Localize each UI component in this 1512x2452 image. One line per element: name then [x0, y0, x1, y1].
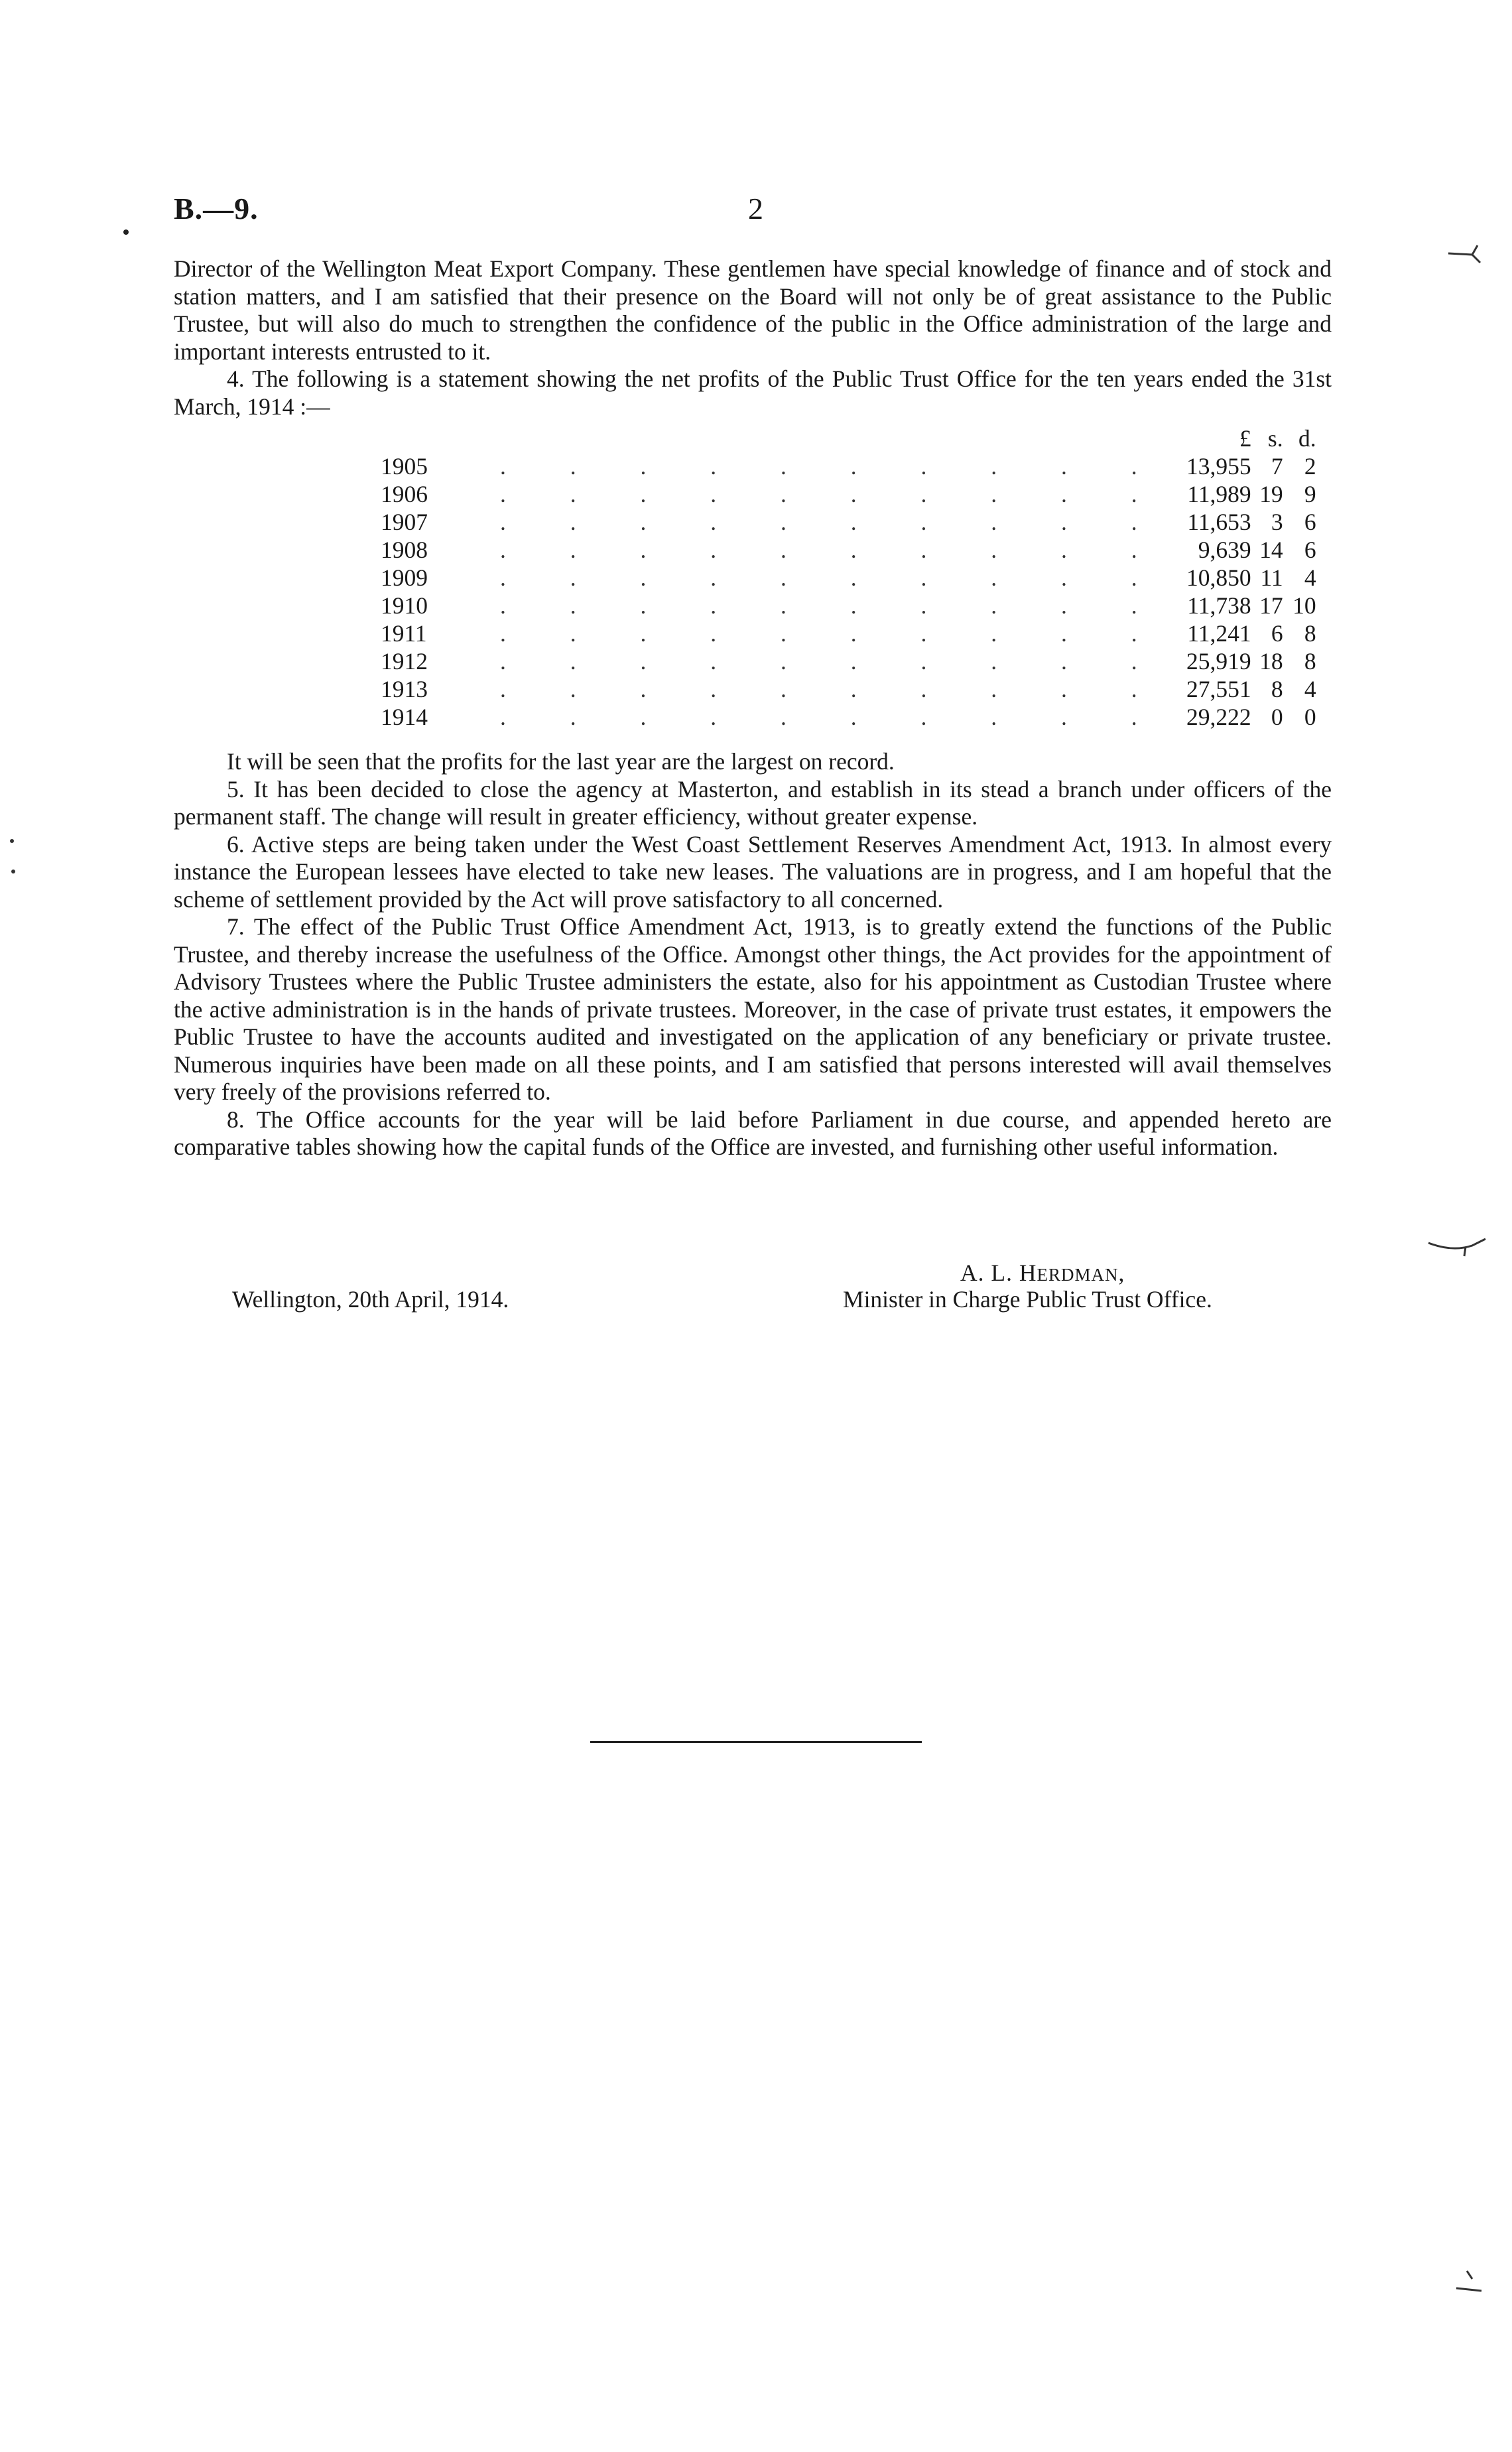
- year-cell: 1907: [381, 509, 428, 535]
- scan-mark-right-1: [1446, 239, 1485, 279]
- net-profits-table: [381, 424, 1316, 731]
- table-row: [381, 452, 1316, 480]
- place-and-date: Wellington, 20th April, 1914.: [232, 1286, 509, 1313]
- column-pence: d.: [1298, 425, 1316, 452]
- year-cell: 1914: [381, 704, 428, 730]
- leader-dots: . . . . . . . . . .: [500, 537, 1166, 563]
- column-pounds: £: [1239, 425, 1251, 452]
- leader-dots: . . . . . . . . . .: [500, 592, 1166, 619]
- pounds-cell: 11,241: [1187, 620, 1251, 647]
- scan-mark-right-2: [1426, 1234, 1492, 1260]
- pence-cell: 8: [1304, 620, 1316, 647]
- year-cell: 1906: [381, 481, 428, 507]
- document-reference: B.—9.: [174, 192, 259, 226]
- shillings-cell: 6: [1271, 620, 1283, 647]
- pence-cell: 0: [1304, 704, 1316, 730]
- leader-dots: . . . . . . . . . .: [500, 509, 1166, 535]
- shillings-cell: 17: [1259, 592, 1283, 619]
- pounds-cell: 13,955: [1186, 453, 1251, 480]
- pounds-cell: 29,222: [1186, 704, 1251, 730]
- pounds-cell: 9,639: [1198, 537, 1251, 563]
- pounds-cell: 27,551: [1186, 676, 1251, 702]
- shillings-cell: 3: [1271, 509, 1283, 535]
- table-row: [381, 592, 1316, 619]
- shillings-cell: 7: [1271, 453, 1283, 480]
- table-row: [381, 508, 1316, 536]
- signature-name: A. L. HERDMAN,: [960, 1259, 1125, 1286]
- body-text-bottom: [174, 748, 1332, 1161]
- paragraph-7: 7. The effect of the Public Trust Office Amendment Act, 1913, is to greatly extend the functions of the Public Trustee, and thereby increase the usefulness of the Office. Amongst other things, the Act provides for the appointment of Advisory Trustees where the Public Trustee administers the estate, also for his appointment as Custodian Trustee where the active administration is in the hands of private trustees. Moreover, in the case of private trust estates, it empowers the Public Trustee to have the accounts audited and investigated on the application of any beneficiary or private trustee. Numerous inquiries have been made on all these points, and I am satisfied that persons interested will avail themselves very freely of the provisions referred to.: [174, 913, 1332, 1105]
- paragraph-continued: Director of the Wellington Meat Export Company. These gentlemen have special knowledge of finance and of stock and station matters, and I am satisfied that their presence on the Board will not only be of great assistance to the Public Trustee, but will also do much to strengthen the confidence of the public in the Office administration of the large and important interests entrusted to it.: [174, 255, 1332, 365]
- shillings-cell: 18: [1259, 648, 1283, 675]
- pence-cell: 4: [1304, 676, 1316, 702]
- pence-cell: 2: [1304, 453, 1316, 480]
- pence-cell: 4: [1304, 564, 1316, 591]
- page-number: 2: [748, 192, 763, 226]
- table-row: [381, 564, 1316, 592]
- leader-dots: . . . . . . . . . .: [500, 676, 1166, 702]
- paragraph-8: 8. The Office accounts for the year will be laid before Parliament in due course, and appended hereto are comparative tables showing how the capital funds of the Office are invested, and furnishing other useful information.: [174, 1106, 1332, 1160]
- year-cell: 1909: [381, 564, 428, 591]
- year-cell: 1908: [381, 537, 428, 563]
- scan-mark-left: [7, 837, 20, 877]
- table-row: [381, 703, 1316, 731]
- leader-dots: . . . . . . . . . .: [500, 648, 1166, 675]
- shillings-cell: 8: [1271, 676, 1283, 702]
- pence-cell: 6: [1304, 537, 1316, 563]
- table-row: [381, 619, 1316, 647]
- scan-mark-right-3: [1452, 2268, 1485, 2301]
- end-rule: [590, 1741, 922, 1743]
- leader-dots: . . . . . . . . . .: [500, 620, 1166, 647]
- paragraph-record: It will be seen that the profits for the last year are the largest on record.: [227, 748, 895, 775]
- pounds-cell: 10,850: [1186, 564, 1251, 591]
- leader-dots: . . . . . . . . . .: [500, 564, 1166, 591]
- shillings-cell: 19: [1259, 481, 1283, 507]
- pence-cell: 9: [1304, 481, 1316, 507]
- column-shillings: s.: [1267, 425, 1283, 452]
- year-cell: 1905: [381, 453, 428, 480]
- leader-dots: . . . . . . . . . .: [500, 453, 1166, 480]
- year-cell: 1910: [381, 592, 428, 619]
- table-row: [381, 480, 1316, 508]
- pence-cell: 6: [1304, 509, 1316, 535]
- table-row: [381, 536, 1316, 564]
- pounds-cell: 25,919: [1186, 648, 1251, 675]
- pence-cell: 10: [1292, 592, 1316, 619]
- table-row: [381, 647, 1316, 675]
- table-row: [381, 675, 1316, 703]
- year-cell: 1913: [381, 676, 428, 702]
- pounds-cell: 11,653: [1187, 509, 1251, 535]
- leader-dots: . . . . . . . . . .: [500, 481, 1166, 507]
- paragraph-6: 6. Active steps are being taken under the West Coast Settlement Reserves Amendment Act, 1913. In almost every instance the European lessees have elected to take new leases. The valuations are in progress, and I am hopeful that the scheme of settlement provided by the Act will prove satisfactory to all concerned.: [174, 830, 1332, 913]
- shillings-cell: 11: [1260, 564, 1283, 591]
- leader-dots: . . . . . . . . . .: [500, 704, 1166, 730]
- shillings-cell: 0: [1271, 704, 1283, 730]
- pounds-cell: 11,989: [1187, 481, 1251, 507]
- year-cell: 1911: [381, 620, 427, 647]
- body-text-top: [174, 255, 1332, 420]
- scan-mark-bullet: [119, 226, 133, 239]
- paragraph-4: 4. The following is a statement showing the net profits of the Public Trust Office for the ten years ended the 31st March, 1914 :—: [174, 365, 1332, 420]
- year-cell: 1912: [381, 648, 428, 675]
- shillings-cell: 14: [1259, 537, 1283, 563]
- table-header-row: [381, 424, 1316, 452]
- pounds-cell: 11,738: [1187, 592, 1251, 619]
- paragraph-5: 5. It has been decided to close the agency at Masterton, and establish in its stead a branch under officers of the permanent staff. The change will result in greater efficiency, without greater expense.: [174, 775, 1332, 830]
- pence-cell: 8: [1304, 648, 1316, 675]
- signature-title: Minister in Charge Public Trust Office.: [843, 1286, 1212, 1313]
